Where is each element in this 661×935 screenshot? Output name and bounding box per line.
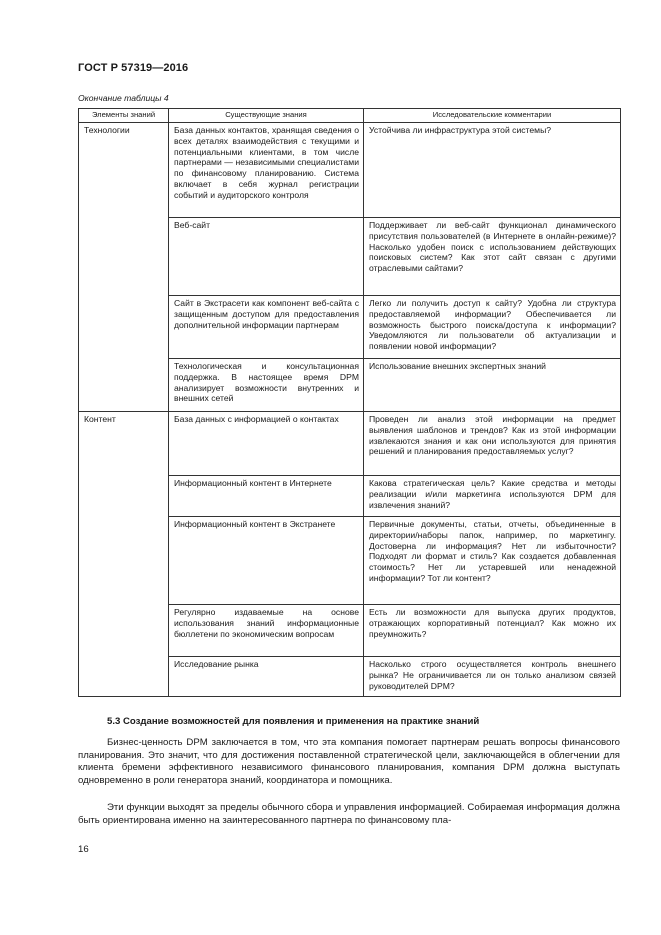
existing-knowledge-cell: База данных контактов, хранящая сведения о всех деталях взаимодействия с текущими и потенциальными клиентами, в том числе партнерами — независимыми специалистами по финансовому планированию. Система включает в себя журнал регистрации событий и аудиторского контроля: [169, 123, 364, 218]
existing-knowledge-cell: База данных с информацией о контактах: [169, 412, 364, 476]
existing-knowledge-cell: Исследование рынка: [169, 657, 364, 697]
column-header-existing: Существующие знания: [169, 109, 364, 123]
body-paragraph: Эти функции выходят за пределы обычного сбора и управления информацией. Собираемая информация должна быть ориентирована именно на заинтересованного партнера по финансовому пла-: [78, 802, 620, 826]
existing-knowledge-cell: Веб-сайт: [169, 218, 364, 296]
category-cell: Технологии: [79, 123, 169, 412]
existing-knowledge-cell: Технологическая и консультационная поддержка. В настоящее время DPM анализирует возможности внутренних и внешних сетей: [169, 359, 364, 412]
section-title: 5.3 Создание возможностей для появления и применения на практике знаний: [107, 716, 480, 727]
research-comment-cell: Есть ли возможности для выпуска других продуктов, отражающих корпоративный потенциал? Как можно их преумножить?: [364, 605, 621, 657]
research-comment-cell: Первичные документы, статьи, отчеты, объединенные в директории/наборы папок, например, по маркетингу. Достоверна ли информация? Нет ли избыточности? Подходят ли формат и стиль? Как создается добавленная стоимость? Нет ли устаревшей или ненадежной информации? Тот ли контент?: [364, 517, 621, 605]
page-number: 16: [78, 844, 89, 855]
table-caption: Окончание таблицы 4: [78, 93, 169, 103]
existing-knowledge-cell: Регулярно издаваемые на основе использования знаний информационные бюллетени по экономическим вопросам: [169, 605, 364, 657]
research-comment-cell: Поддерживает ли веб-сайт функционал динамического присутствия пользователей (в Интернете в онлайн-режиме)? Насколько удобен поиск с использованием действующих поисковых систем? Как этот сайт связан с другими отраслевыми сайтами?: [364, 218, 621, 296]
research-comment-cell: Использование внешних экспертных знаний: [364, 359, 621, 412]
table-row: [79, 123, 621, 218]
column-header-elements: Элементы знаний: [79, 109, 169, 123]
research-comment-cell: Проведен ли анализ этой информации на предмет выявления шаблонов и трендов? Как из этой информации извлекаются знания и как они используются для принятия решений и планирования предоставляемых услуг?: [364, 412, 621, 476]
existing-knowledge-cell: Сайт в Экстрасети как компонент веб-сайта с защищенным доступом для предоставления дополнительной информации партнерам: [169, 296, 364, 359]
knowledge-table: [78, 108, 621, 697]
table-row: [79, 412, 621, 476]
column-header-comments: Исследовательские комментарии: [364, 109, 621, 123]
body-paragraph: Бизнес-ценность DPM заключается в том, что эта компания помогает партнерам решать вопросы финансового планирования. Это значит, что для достижения поставленной стратегической цели, заключающейся в облегчении для клиента бремени эффективного независимого финансового планирования, компания DPM должна выступать одновременно в роли генератора знаний, координатора и помощника.: [78, 737, 620, 786]
research-comment-cell: Устойчива ли инфраструктура этой системы?: [364, 123, 621, 218]
research-comment-cell: Какова стратегическая цель? Какие средства и методы реализации и/или маркетинга используются DPM для извлечения знаний?: [364, 476, 621, 517]
existing-knowledge-cell: Информационный контент в Экстранете: [169, 517, 364, 605]
document-code: ГОСТ Р 57319—2016: [78, 62, 189, 74]
research-comment-cell: Насколько строго осуществляется контроль внешнего рынка? Не ограничивается ли он только анализом связей руководителей DPM?: [364, 657, 621, 697]
category-cell: Контент: [79, 412, 169, 697]
existing-knowledge-cell: Информационный контент в Интернете: [169, 476, 364, 517]
table-header-row: [79, 109, 621, 123]
research-comment-cell: Легко ли получить доступ к сайту? Удобна ли структура предоставляемой информации? Обеспечивается ли возможность быстрого поиска/доступа к информации? Уведомляются ли пользователи об актуализации и появлении новой информации?: [364, 296, 621, 359]
